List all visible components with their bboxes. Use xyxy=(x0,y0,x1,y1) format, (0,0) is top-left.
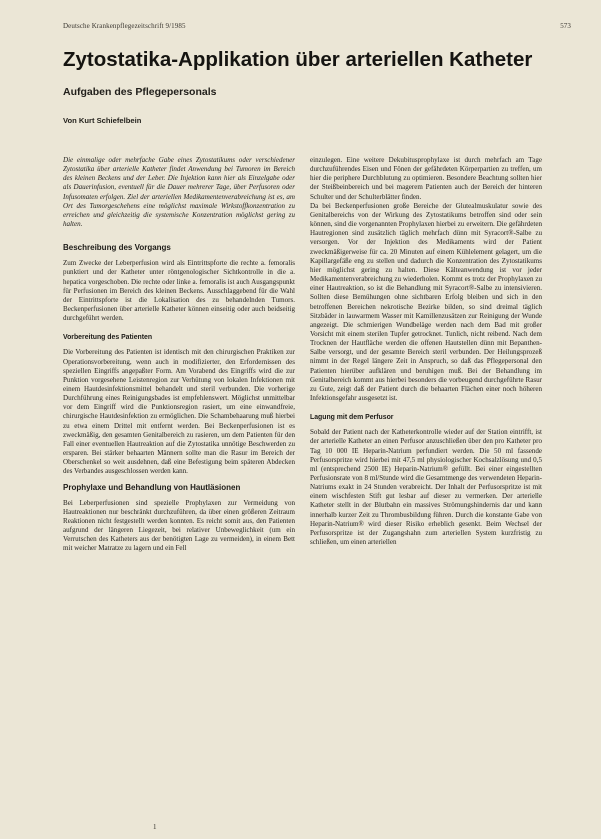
running-head xyxy=(63,22,571,30)
article-author: Von Kurt Schiefelbein xyxy=(63,116,142,125)
footer-page-number: 1 xyxy=(153,823,157,831)
body-paragraph: Die Vorbereitung des Patienten ist identisch mit den chirurgischen Praktiken zur Operationsvorbereitung, wenn auch in modifizierter, den Erfordernissen des speziellen Eingriffs angepaßter Form. Am Vorabend des Eingriffs wird die zur Punktion vorgesehene Leistenregion zur Verhütung von lokalen Infektionen mit einem Hautdesinfektionsmittel behandelt und steril verbunden. Die vorherige Durchführung eines Reinigungsbades ist empfehlenswert. Möglichst unmittelbar vor dem Eingriff wird die Punktionsregion rasiert, um eine einwandfreie, chirurgische Hautdesinfektion zu ermöglichen. Die Schambehaarung muß hierbei zu etwa einem Drittel mit entfernt werden. Bei Beckenperfusionen ist es zweckmäßig, den gesamten Genitalbereich zu rasieren, um dem Patienten für den Fall einer eventuellen Hautreaktion auf die Zytostatika unnötige Beschwerden zu ersparen. Bei stärker behaarten Männern sollte man die Rasur im Bereich der Oberschenkel so weit ausdehnen, daß eine Befestigung beim späteren Abdecken des Verbandes ausgeschlossen werden kann. xyxy=(63,348,295,476)
section-heading: Prophylaxe und Behandlung von Hautläsionen xyxy=(63,482,241,492)
article-subtitle: Aufgaben des Pflegepersonals xyxy=(63,86,217,98)
right-column xyxy=(310,156,542,816)
abstract: Die einmalige oder mehrfache Gabe eines Zytostatikums oder verschiedener Zytostatika über arterielle Katheter findet Anwendung bei Tumoren im Bereich des kleinen Beckens und der Leber. Die Injektion kann hier als Einzelgabe oder als Dauerinfusion, eventuell für die Dauer mehrerer Tage, über Perfusoren oder Infusomaten erfolgen. Ziel der arteriellen Medikamentenverabreichung ist es, am Ort des Tumorgeschehens eine möglichst maximale Wirkstoffkonzentration zu erreichen und gleichzeitig die systemische Konzentration möglichst gering zu halten. xyxy=(63,156,295,229)
journal-name: Deutsche Krankenpflegezeitschrift 9/1985 xyxy=(63,22,186,30)
body-paragraph: Zum Zwecke der Leberperfusion wird als Eintrittspforte die rechte a. femoralis punktiert und der Katheter unter röntgenologischer Sichtkontrolle in die a. hepatica vorgeschoben. Die rechte oder linke a. femoralis ist auch Ausgangspunkt für Perfusionen im Bereich des kleinen Beckens. Ausschlaggebend für die Wahl der Eintrittspforte ist die Lokalisation des zu behandelnden Tumors. Beckenperfusionen über arterielle Katheter können einseitig oder auch beidseitig durchgeführt werden. xyxy=(63,259,295,323)
section-heading: Beschreibung des Vorgangs xyxy=(63,243,171,253)
body-paragraph: Da bei Beckenperfusionen große Bereiche der Glutealmuskulatur sowie des Genitalbereichs von der Wirkung des Zytostatikums betroffen sind oder sein können, sind die vorgenannten Prophylaxen hierbei zu erweitern. Die gefährdeten Hautregionen sind zusätzlich täglich mehrfach dünn mit Syracort®-Salbe zu versorgen. Vor der Injektion des Medikaments wird der Patient zweckmäßigerweise für ca. 20 Minuten auf einem Kühlelement gelagert, um die Kapillargefäße eng zu stellen und dadurch die Konzentration des Zytostatikums hier möglichst gering zu halten. Diese Kälteanwendung ist vor jeder Medikamentenverabreichung zu wiederholen. Kommt es trotz der Prophylaxen zu einer Hautreaktion, so ist die Behandlung mit Syracort®-Salbe zu intensivieren. Sollten diese Bemühungen ohne sichtbaren Erfolg bleiben und sich in den betroffenen Bereichen nekrotische Bezirke bilden, so sind dreimal täglich Sitzbäder in lauwarmem Wasser mit Kamillenzusätzen zur Reinigung der Wunde angezeigt. Die schmierigen Wundbeläge werden nach dem Bad mit großer Vorsicht mit einem sterilen Tupfer getrocknet. Tunlich, nicht reibend. Nach dem Trocknen der Hautfläche werden die offenen Hautstellen dünn mit Bepanthen-Salbe versorgt, und der gesamte Bereich steril verbunden. Der Heilungsprozeß nimmt in der Regel längere Zeit in Anspruch, so daß das Pflegepersonal den Patienten hierüber aufklären und beruhigen muß. Bei der Behandlung im Genitalbereich kommt aus hierbei besonders die vorbeugend durchgeführte Rasur zu Gute, zeigt daß der Patient durch die behaarten Flächen einer noch höheren Infektionsgefahr ausgesetzt ist. xyxy=(310,201,542,403)
header-page-number: 573 xyxy=(560,22,571,30)
subsection-heading: Lagung mit dem Perfusor xyxy=(310,414,394,422)
body-paragraph: Bei Leberperfusionen sind spezielle Prophylaxen zur Vermeidung von Hautreaktionen nur beschränkt durchzuführen, da über einen größeren Zeitraum Reaktionen nicht festgestellt werden konnten. Es reicht somit aus, den Patienten aufgrund der längeren Liegezeit, bei relativer Unbeweglichkeit (um ein Verrutschen des Katheters aus der benötigten Lage zu vermeiden), in einem Bett mit weicher Matratze zu lagern und ein Fell xyxy=(63,498,295,553)
left-column xyxy=(63,156,295,816)
body-paragraph: einzulegen. Eine weitere Dekubitusprophylaxe ist durch mehrfach am Tage durchzuführendes Eisen und Fönen der gefährdeten Körperpartien zu treffen, um hier die periphere Durchblutung zu optimieren. Besondere Beachtung sollten hier der Steißbeinbereich und bei magerem Patienten auch der Bereich der hinteren Schulter und der Schulterblätter finden. xyxy=(310,156,542,201)
article-title: Zytostatika-Applikation über arteriellen Katheter xyxy=(63,48,533,71)
body-paragraph: Sobald der Patient nach der Katheterkontrolle wieder auf der Station eintrifft, ist der arterielle Katheter an einen Perfusor anzuschließen über den pro Katheter pro Tag 10 000 IE Heparin-Natrium perfundiert werden. Die 50 ml fassende Perfusorspritze wird hierbei mit 47,5 ml physiologischer Kochsalzlösung und 0,5 ml (entsprechend 2500 IE) Heparin-Natrium® gefüllt. Bei einer eingestellten Perfusionsrate von 8 ml/Stunde wird die Gesamtmenge des verwendeten Heparin-Natriums exakt in 24 Stunden verabreicht. Der Inhalt der Perfusorspritze ist mit einem wischfesten Stift gut lesbar auf dieser zu vermerken. Der arterielle Katheter stellt in der Blutbahn ein massives Strömungshindernis dar und kann innerhalb kurzer Zeit zu Thrombusbildung führen. Durch die konstante Gabe von Heparin-Natrium® wird dieser Risiko erheblich gesenkt. Beim Wechsel der Perfusorspritze ist der Zugangshahn zum arteriellen System kurzfristig zu schließen, um einen arteriellen xyxy=(310,428,542,547)
subsection-heading: Vorbereitung des Patienten xyxy=(63,334,153,342)
